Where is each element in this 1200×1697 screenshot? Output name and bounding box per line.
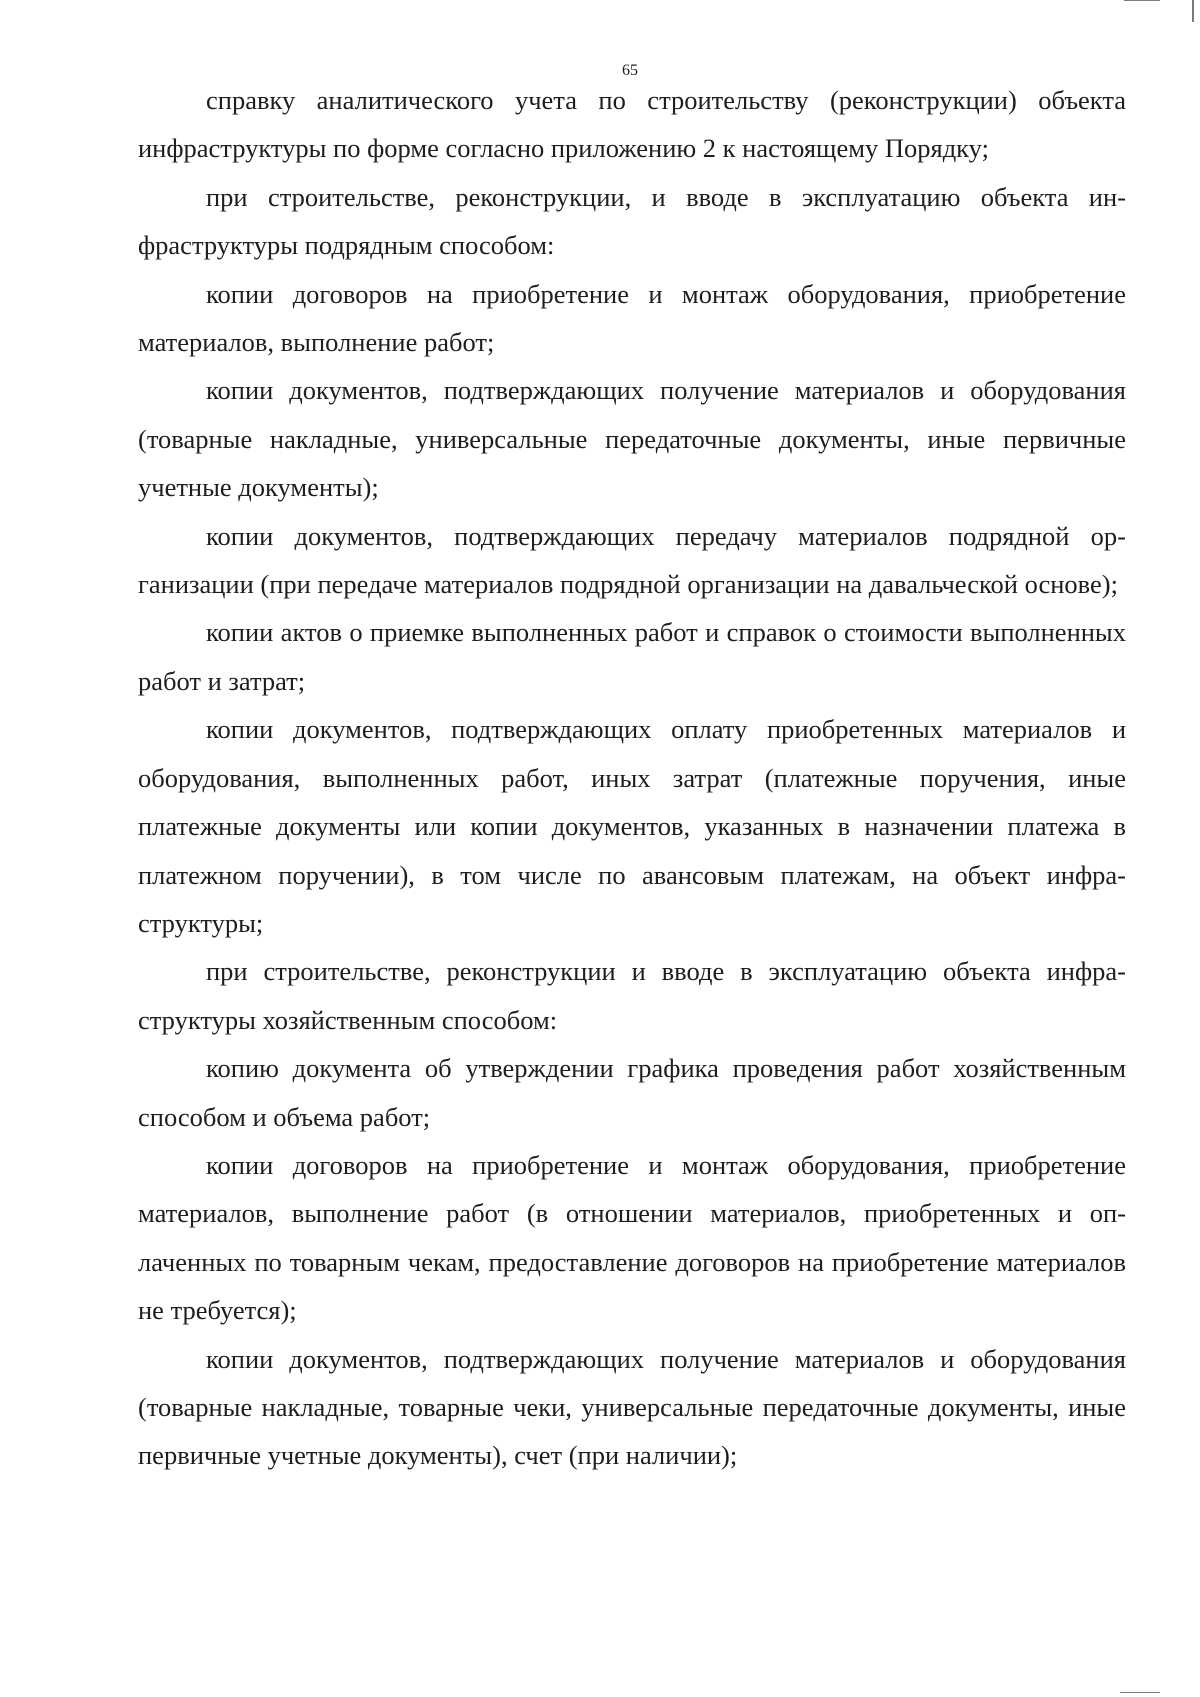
paragraph: копии договоров на приобретение и монтаж оборудования, приобретение материалов, выполнение работ (в отношении материалов, приобретенных и оплаченных по товарным чекам, предоставление договоров на приобретение материалов не требуется); xyxy=(138,1149,1126,1326)
document-body xyxy=(138,76,1126,1480)
paragraph: копии документов, подтверждающих передачу материалов подрядной организации (при передаче материалов подрядной организации на давальческой основе); xyxy=(138,520,1126,600)
scan-artifact xyxy=(1120,1692,1160,1693)
paragraph: при строительстве, реконструкции, и вводе в эксплуатацию объекта инфраструктуры подрядным способом: xyxy=(138,181,1126,261)
scan-artifact xyxy=(1124,0,1160,1)
paragraph: копии актов о приемке выполненных работ и справок о стоимости выполненных работ и затрат; xyxy=(138,617,1126,696)
scan-artifact xyxy=(1192,0,1194,22)
paragraph: копию документа об утверждении графика проведения работ хозяйственным способом и объема работ; xyxy=(138,1053,1126,1132)
paragraph: копии договоров на приобретение и монтаж оборудования, приобретение материалов, выполнение работ; xyxy=(138,278,1126,358)
page-number: 65 xyxy=(622,62,638,79)
paragraph: копии документов, подтверждающих получение материалов и оборудования (товарные накладные, товарные чеки, универсальные передаточные документы, иные первичные учетные документы), счет (при наличии); xyxy=(138,1343,1126,1471)
paragraph: копии документов, подтверждающих получение материалов и оборудования (товарные накладные, универсальные передаточные документы, иные первичные учетные документы); xyxy=(138,375,1126,503)
paragraph: справку аналитического учета по строительству (реконструкции) объекта инфраструктуры по форме согласно приложению 2 к настоящему Порядку; xyxy=(138,85,1126,164)
paragraph: при строительстве, реконструкции и вводе в эксплуатацию объекта инфраструктуры хозяйственным способом: xyxy=(138,956,1126,1035)
paragraph: копии документов, подтверждающих оплату приобретенных материалов и оборудования, выполненных работ, иных затрат (платежные поручения, иные платежные документы или копии документов, указанных в назначении платежа в платежном поручении), в том числе по авансовым платежам, на объект инфраструктуры; xyxy=(138,714,1126,938)
